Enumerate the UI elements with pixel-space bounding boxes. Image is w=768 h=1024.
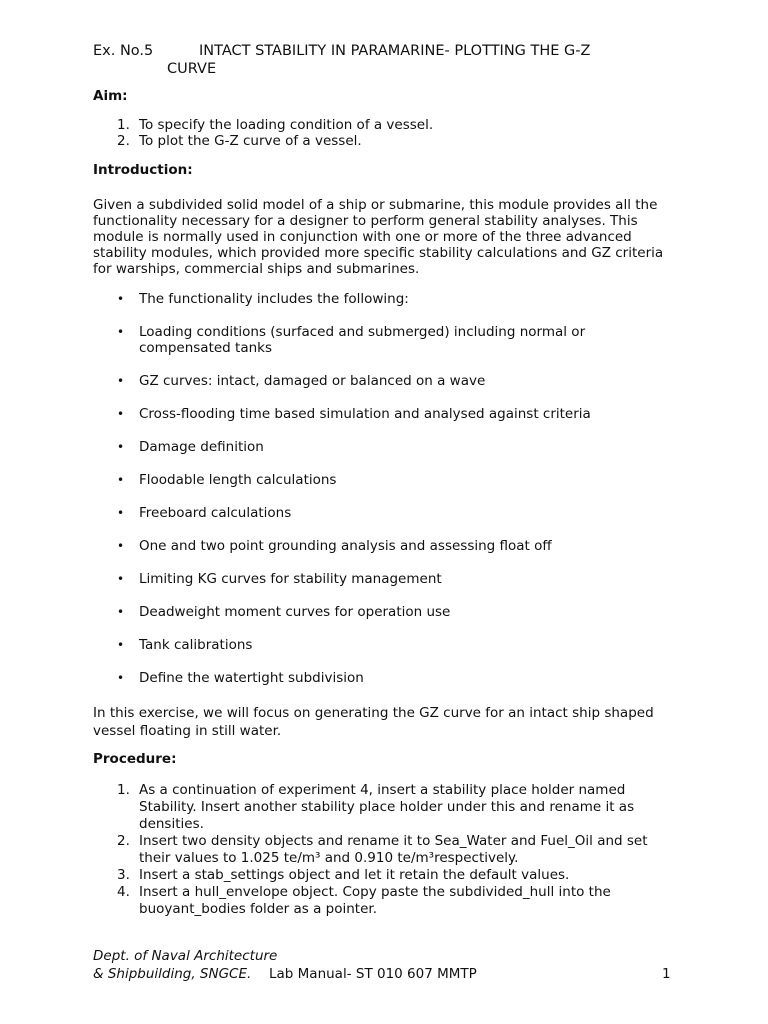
item-text: Insert two density objects and rename it to Sea_Water and Fuel_Oil and set their values to 1.025 te/m³ and 0.910 te/m³respectively. <box>139 833 648 866</box>
bullet-icon: • <box>117 473 125 487</box>
item-text: One and two point grounding analysis and assessing float off <box>139 538 552 554</box>
item-text: To specify the loading condition of a vessel. <box>139 117 434 133</box>
item-number: 2. <box>117 833 130 849</box>
bullet-icon: • <box>117 572 125 586</box>
bullet-icon: • <box>117 374 125 388</box>
item-text: GZ curves: intact, damaged or balanced on a wave <box>139 373 486 389</box>
bullet-icon: • <box>117 506 125 520</box>
list-item <box>93 472 653 488</box>
procedure-list <box>93 782 673 918</box>
list-item <box>93 291 653 307</box>
bullet-icon: • <box>117 292 125 306</box>
item-number: 1. <box>117 117 130 133</box>
list-item <box>93 406 653 422</box>
list-item <box>93 637 653 653</box>
item-text: Limiting KG curves for stability management <box>139 571 442 587</box>
item-text: As a continuation of experiment 4, insert a stability place holder named Stability. Insert another stability place holder under this and rename it as densities. <box>139 782 635 832</box>
bullet-icon: • <box>117 325 125 339</box>
list-item <box>93 571 653 587</box>
item-text: Deadweight moment curves for operation use <box>139 604 451 620</box>
list-item <box>93 884 673 918</box>
item-text: Loading conditions (surfaced and submerged) including normal or compensated tanks <box>139 324 586 356</box>
functionality-list <box>93 291 653 703</box>
item-text: The functionality includes the following: <box>139 291 409 307</box>
introduction-heading: Introduction: <box>93 162 193 178</box>
item-number: 1. <box>117 782 130 798</box>
footer-lab-manual: Lab Manual- ST 010 607 MMTP <box>269 966 477 982</box>
item-text: Insert a stab_settings object and let it retain the default values. <box>139 867 570 883</box>
list-item <box>93 133 673 149</box>
item-number: 3. <box>117 867 130 883</box>
list-item <box>93 604 653 620</box>
aim-heading: Aim: <box>93 88 128 104</box>
item-text: Freeboard calculations <box>139 505 292 521</box>
bullet-icon: • <box>117 539 125 553</box>
list-item <box>93 117 673 133</box>
title-line-1: INTACT STABILITY IN PARAMARINE- PLOTTING THE G-Z <box>199 43 591 59</box>
page-number: 1 <box>662 966 671 982</box>
item-text: Floodable length calculations <box>139 472 337 488</box>
exercise-number: Ex. No.5 <box>93 43 154 59</box>
list-item <box>93 867 673 884</box>
item-text: Tank calibrations <box>139 637 253 653</box>
list-item <box>93 439 653 455</box>
title-line-2: CURVE <box>167 61 217 77</box>
item-text: To plot the G-Z curve of a vessel. <box>139 133 362 149</box>
footer-department-line-2: & Shipbuilding, SNGCE. <box>93 966 252 982</box>
item-number: 2. <box>117 133 130 149</box>
list-item <box>93 324 653 356</box>
item-number: 4. <box>117 884 130 900</box>
bullet-icon: • <box>117 440 125 454</box>
introduction-paragraph: Given a subdivided solid model of a ship or submarine, this module provides all the functionality necessary for a designer to perform general stability analyses. This module is normally used in conjunction with one or more of the three advanced stability modules, which provided more specific stability calculations and GZ criteria for warships, commercial ships and submarines. <box>93 197 664 277</box>
list-item <box>93 670 653 686</box>
exercise-focus-paragraph: In this exercise, we will focus on generating the GZ curve for an intact ship shaped vessel floating in still water. <box>93 705 654 739</box>
item-text: Damage definition <box>139 439 264 455</box>
item-text: Cross-flooding time based simulation and analysed against criteria <box>139 406 591 422</box>
bullet-icon: • <box>117 407 125 421</box>
list-item <box>93 373 653 389</box>
list-item <box>93 538 653 554</box>
item-text: Insert a hull_envelope object. Copy paste the subdivided_hull into the buoyant_bodies folder as a pointer. <box>139 884 611 917</box>
list-item <box>93 782 673 833</box>
procedure-heading: Procedure: <box>93 751 177 767</box>
footer-department-line-1: Dept. of Naval Architecture <box>93 948 278 964</box>
aim-list <box>93 117 673 149</box>
exercise-title <box>93 42 591 77</box>
list-item <box>93 505 653 521</box>
bullet-icon: • <box>117 638 125 652</box>
list-item <box>93 833 673 867</box>
bullet-icon: • <box>117 605 125 619</box>
item-text: Define the watertight subdivision <box>139 670 364 686</box>
bullet-icon: • <box>117 671 125 685</box>
